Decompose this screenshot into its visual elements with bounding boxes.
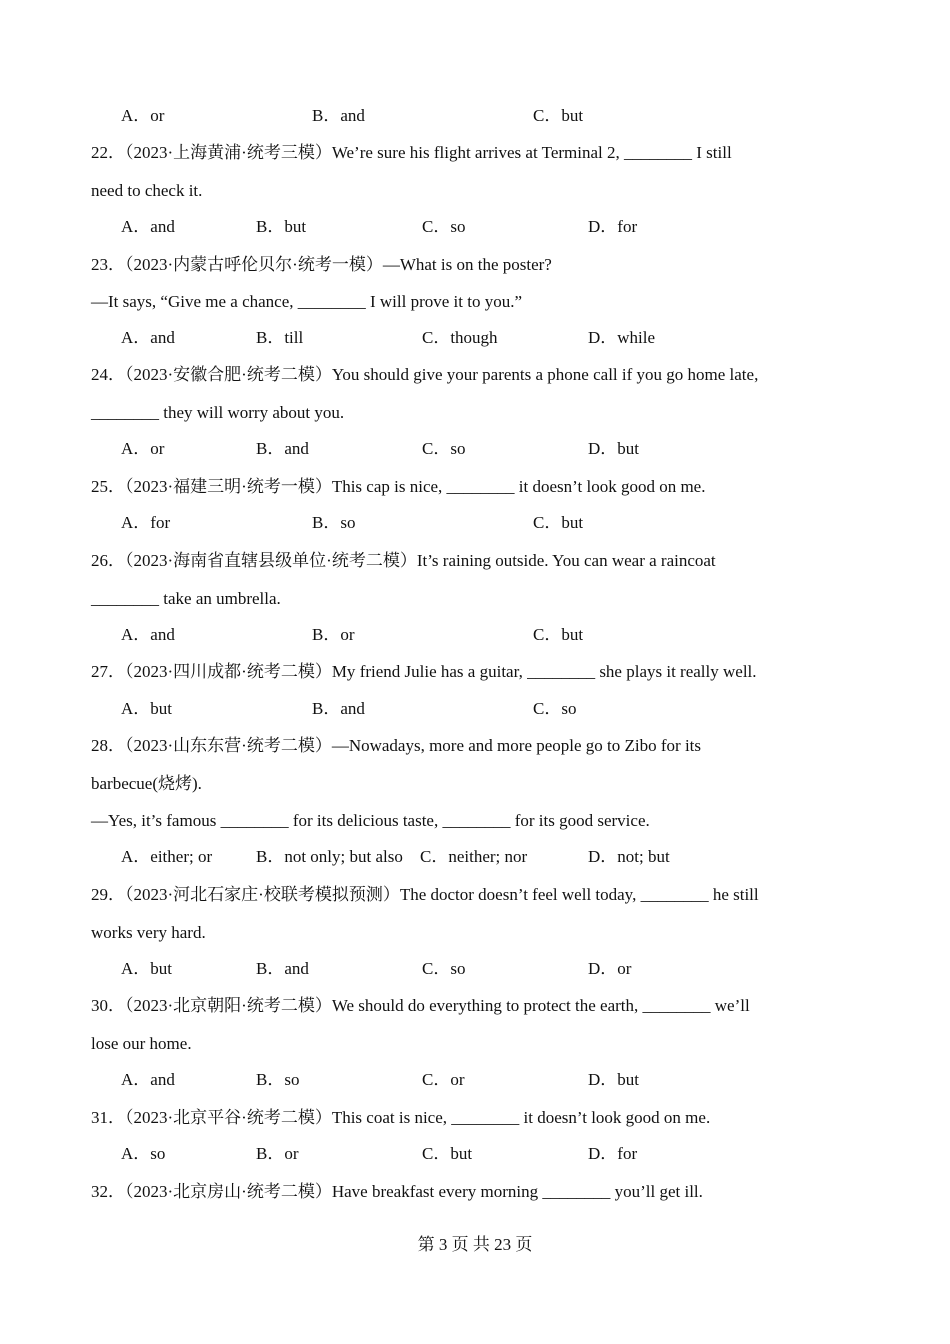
option-b: B．not only; but also	[256, 847, 403, 866]
option-b: B．or	[312, 625, 355, 644]
question-27: 27．（2023·四川成都·统考二模）My friend Julie has a guitar, ________ she plays it really well.	[91, 662, 757, 681]
options-25	[121, 512, 861, 534]
option-a: A．so	[121, 1144, 166, 1163]
question-26-cont: ________ take an umbrella.	[91, 589, 281, 608]
question-22: 22．（2023·上海黄浦·统考三模）We’re sure his flight arrives at Terminal 2, ________ I still	[91, 143, 732, 162]
option-c: C．so	[533, 699, 577, 718]
option-c: C．so	[422, 439, 466, 458]
question-24: 24．（2023·安徽合肥·统考二模）You should give your parents a phone call if you go home late,	[91, 365, 759, 384]
options-27	[121, 698, 861, 720]
page-footer: 第 3 页 共 23 页	[417, 1235, 533, 1254]
option-d: D．or	[588, 959, 632, 978]
options-23	[121, 327, 861, 349]
option-a: A．and	[121, 1070, 175, 1089]
option-d: D．not; but	[588, 847, 670, 866]
question-24-cont: ________ they will worry about you.	[91, 403, 345, 422]
option-c: C．but	[533, 513, 584, 532]
option-c: C．but	[533, 106, 584, 125]
option-c: C．but	[422, 1144, 473, 1163]
question-28-cont: barbecue(烧烤).	[91, 774, 202, 793]
option-a: A．but	[121, 959, 172, 978]
option-b: B．so	[256, 1070, 300, 1089]
option-c: C．so	[422, 959, 466, 978]
option-a: A．but	[121, 699, 172, 718]
option-a: A．or	[121, 439, 165, 458]
option-a: A．and	[121, 328, 175, 347]
question-28: 28．（2023·山东东营·统考二模）—Nowadays, more and more people go to Zibo for its	[91, 736, 702, 755]
option-b: B．and	[312, 106, 365, 125]
question-32: 32．（2023·北京房山·统考二模）Have breakfast every morning ________ you’ll get ill.	[91, 1182, 703, 1201]
question-30-cont: lose our home.	[91, 1034, 192, 1053]
question-23: 23．（2023·内蒙古呼伦贝尔·统考一模）—What is on the poster?	[91, 255, 552, 274]
option-d: D．while	[588, 328, 656, 347]
option-a: A．or	[121, 106, 165, 125]
option-b: B．and	[312, 699, 365, 718]
option-b: B．till	[256, 328, 304, 347]
option-c: C．so	[422, 217, 466, 236]
question-29-cont: works very hard.	[91, 923, 206, 942]
option-b: B．or	[256, 1144, 299, 1163]
options-28	[121, 846, 861, 868]
option-d: D．for	[588, 217, 638, 236]
options-top	[121, 105, 861, 127]
options-31	[121, 1143, 861, 1165]
options-26	[121, 624, 861, 646]
option-a: A．for	[121, 513, 171, 532]
question-26: 26．（2023·海南省直辖县级单位·统考二模）It’s raining outside. You can wear a raincoat	[91, 551, 716, 570]
option-b: B．so	[312, 513, 356, 532]
options-29	[121, 958, 861, 980]
question-30: 30．（2023·北京朝阳·统考二模）We should do everything to protect the earth, ________ we’ll	[91, 996, 750, 1015]
question-28-cont2: —Yes, it’s famous ________ for its delicious taste, ________ for its good service.	[91, 811, 650, 830]
option-b: B．but	[256, 217, 307, 236]
option-b: B．and	[256, 439, 309, 458]
question-31: 31．（2023·北京平谷·统考二模）This coat is nice, ________ it doesn’t look good on me.	[91, 1108, 711, 1127]
option-a: A．either; or	[121, 847, 213, 866]
question-23-cont: —It says, “Give me a chance, ________ I will prove it to you.”	[91, 292, 523, 311]
question-25: 25．（2023·福建三明·统考一模）This cap is nice, ________ it doesn’t look good on me.	[91, 477, 706, 496]
question-22-cont: need to check it.	[91, 181, 203, 200]
options-24	[121, 438, 861, 460]
option-c: C．though	[422, 328, 498, 347]
option-c: C．neither; nor	[420, 847, 528, 866]
option-b: B．and	[256, 959, 309, 978]
option-c: C．or	[422, 1070, 465, 1089]
question-29: 29．（2023·河北石家庄·校联考模拟预测）The doctor doesn’t feel well today, ________ he still	[91, 885, 759, 904]
option-d: D．but	[588, 439, 639, 458]
option-c: C．but	[533, 625, 584, 644]
option-d: D．but	[588, 1070, 639, 1089]
option-d: D．for	[588, 1144, 638, 1163]
options-22	[121, 216, 861, 238]
options-30	[121, 1069, 861, 1091]
option-a: A．and	[121, 217, 175, 236]
option-a: A．and	[121, 625, 175, 644]
